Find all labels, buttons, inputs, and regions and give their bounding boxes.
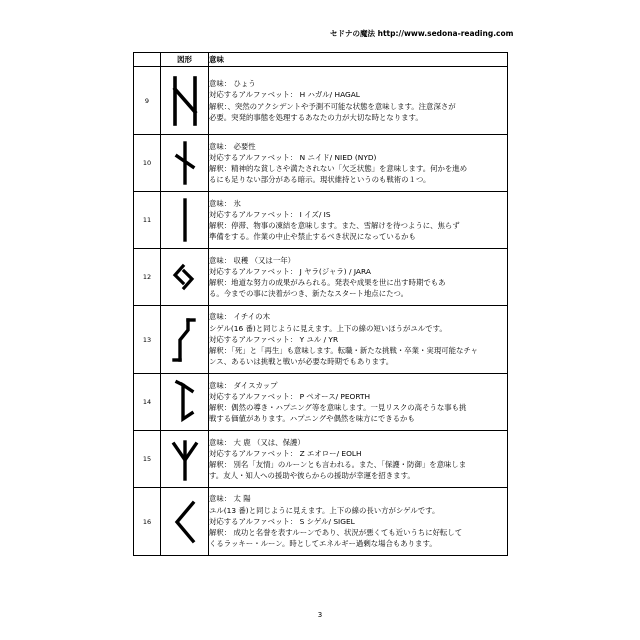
- meaning-line: 意味： 氷: [209, 198, 241, 208]
- meaning-line: す。友人・知人への援助や彼らからの援助が幸運を招きます。: [209, 471, 415, 481]
- table-row: [134, 306, 508, 374]
- meaning-line: ユル(13 番)と同じように見えます。上下の線の長い方がシゲルです。: [209, 505, 440, 515]
- meaning-line: 対応するアルファベット： I イズ/ IS: [209, 209, 331, 219]
- eolh-rune-icon: [170, 436, 200, 482]
- rune-meaning-cell: [209, 135, 508, 192]
- rune-figure-cell: [161, 488, 209, 556]
- rune-figure-cell: [161, 306, 209, 374]
- table-row: [134, 431, 508, 488]
- rune-number: 11: [134, 192, 161, 249]
- meaning-line: 解釈：地道な努力の成果がみられる。発表や成果を世に出す時期でもあ: [209, 278, 446, 287]
- meaning-line: 意味： 収穫 （又は一年）: [209, 255, 295, 265]
- table-row: [134, 488, 508, 556]
- page-number: 3: [317, 611, 323, 619]
- meaning-column-header: 意味: [209, 53, 508, 67]
- yr-rune-icon: [171, 316, 199, 364]
- number-column-header: [134, 53, 161, 67]
- rune-number: 10: [134, 135, 161, 192]
- meaning-line: くるラッキー・ルーン。時としてエネルギー過剰な場合もあります。: [209, 539, 437, 549]
- meaning-line: 対応するアルファベット： Z エオロー/ EOLH: [209, 448, 362, 458]
- rune-figure-cell: [161, 67, 209, 135]
- figure-column-header: 図形: [161, 53, 209, 67]
- peorth-rune-icon: [170, 379, 200, 425]
- rune-figure-cell: [161, 374, 209, 431]
- table-header-row: [134, 53, 508, 67]
- rune-figure-cell: [161, 249, 209, 306]
- meaning-line: 解釈： 成功と名誉を表すルーンであり、状況が悪くても近いうちに好転して: [209, 528, 463, 538]
- rune-figure-cell: [161, 431, 209, 488]
- meaning-line: 戦する価値があります。ハプニングや偶然を味方にできるかも: [209, 414, 415, 424]
- rune-figure-cell: [161, 192, 209, 249]
- meaning-line: るにも足りない部分がある暗示。現状維持というのも戦術の１つ。: [209, 175, 431, 185]
- rune-number: 14: [134, 374, 161, 431]
- meaning-line: 必要。突発的事態を処理するあなたの力が大切な時となります。: [209, 112, 423, 122]
- page-header: セドナの魔法 http://www.sedona-reading.com: [330, 29, 514, 38]
- meaning-line: 対応するアルファベット： J ヤラ(ジャラ) / JARA: [209, 266, 371, 276]
- rune-meaning-cell: [209, 488, 508, 556]
- table-row: [134, 249, 508, 306]
- meaning-line: シゲル(16 番)と同じように見えます。上下の線の短いほうがユルです。: [209, 323, 447, 333]
- jara-rune-icon: [170, 262, 200, 292]
- meaning-line: 準備をする。作業の中止や禁止するべき状況になっているかも: [209, 232, 416, 242]
- nied-rune-icon: [172, 140, 198, 186]
- rune-meaning-cell: [209, 431, 508, 488]
- table-row: [134, 374, 508, 431]
- meaning-line: 対応するアルファベット： Y ユル / YR: [209, 334, 339, 344]
- rune-meaning-cell: [209, 67, 508, 135]
- rune-number: 13: [134, 306, 161, 374]
- rune-number: 16: [134, 488, 161, 556]
- meaning-line: 意味： 太 陽: [209, 494, 251, 504]
- meaning-line: 解釈：「死」と「再生」も意味します。転職・新たな挑戦・卒業・実現可能なチャ: [209, 346, 478, 356]
- meaning-line: 解釈：精神的な貧しさや満たされない「欠乏状態」を意味します。何かを進め: [209, 164, 468, 173]
- hagal-rune-icon: [168, 75, 202, 127]
- meaning-line: 意味： 必要性: [209, 141, 256, 151]
- table-row: [134, 67, 508, 135]
- rune-table: [133, 52, 508, 556]
- meaning-line: 対応するアルファベット： N ニイド/ NIED (NYD): [209, 152, 377, 162]
- meaning-line: 解釈：停滞、物事の凍結を意味します。また、雪解けを待つように、焦らず: [209, 221, 460, 230]
- meaning-line: 意味： ダイスカップ: [209, 380, 278, 390]
- rune-number: 12: [134, 249, 161, 306]
- meaning-line: 意味： イチイの木: [209, 312, 270, 322]
- is-rune-icon: [175, 197, 195, 243]
- rune-meaning-cell: [209, 192, 508, 249]
- meaning-line: 解釈： 別名「友情」のルーンとも言われる。また、「保護・防御」を意味しま: [209, 460, 467, 469]
- meaning-line: 解釈：偶然の導き・ハプニング等を意味します。一見リスクの高そうな事も挑: [209, 403, 467, 412]
- rune-number: 9: [134, 67, 161, 135]
- sigel-rune-icon: [171, 498, 199, 546]
- table-row: [134, 135, 508, 192]
- meaning-line: ンス、あるいは挑戦と戦いが必要な時期でもあります。: [209, 357, 394, 367]
- meaning-line: 対応するアルファベット： H ハガル/ HAGAL: [209, 90, 360, 100]
- meaning-line: 意味： ひょう: [209, 79, 256, 89]
- meaning-line: 対応するアルファベット： S シゲル/ SIGEL: [209, 516, 355, 526]
- rune-figure-cell: [161, 135, 209, 192]
- rune-meaning-cell: [209, 249, 508, 306]
- meaning-line: る。今までの事に決着がつき、新たなスタート地点にたつ。: [209, 289, 408, 299]
- rune-meaning-cell: [209, 374, 508, 431]
- rune-meaning-cell: [209, 306, 508, 374]
- meaning-line: 対応するアルファベット： P ペオース/ PEORTH: [209, 391, 371, 401]
- rune-number: 15: [134, 431, 161, 488]
- meaning-line: 意味： 大 鹿 （又は、保護）: [209, 437, 305, 447]
- table-row: [134, 192, 508, 249]
- meaning-line: 解釈：、突然のアクシデントや予測不可能な状態を意味します。注意深さが: [209, 101, 456, 111]
